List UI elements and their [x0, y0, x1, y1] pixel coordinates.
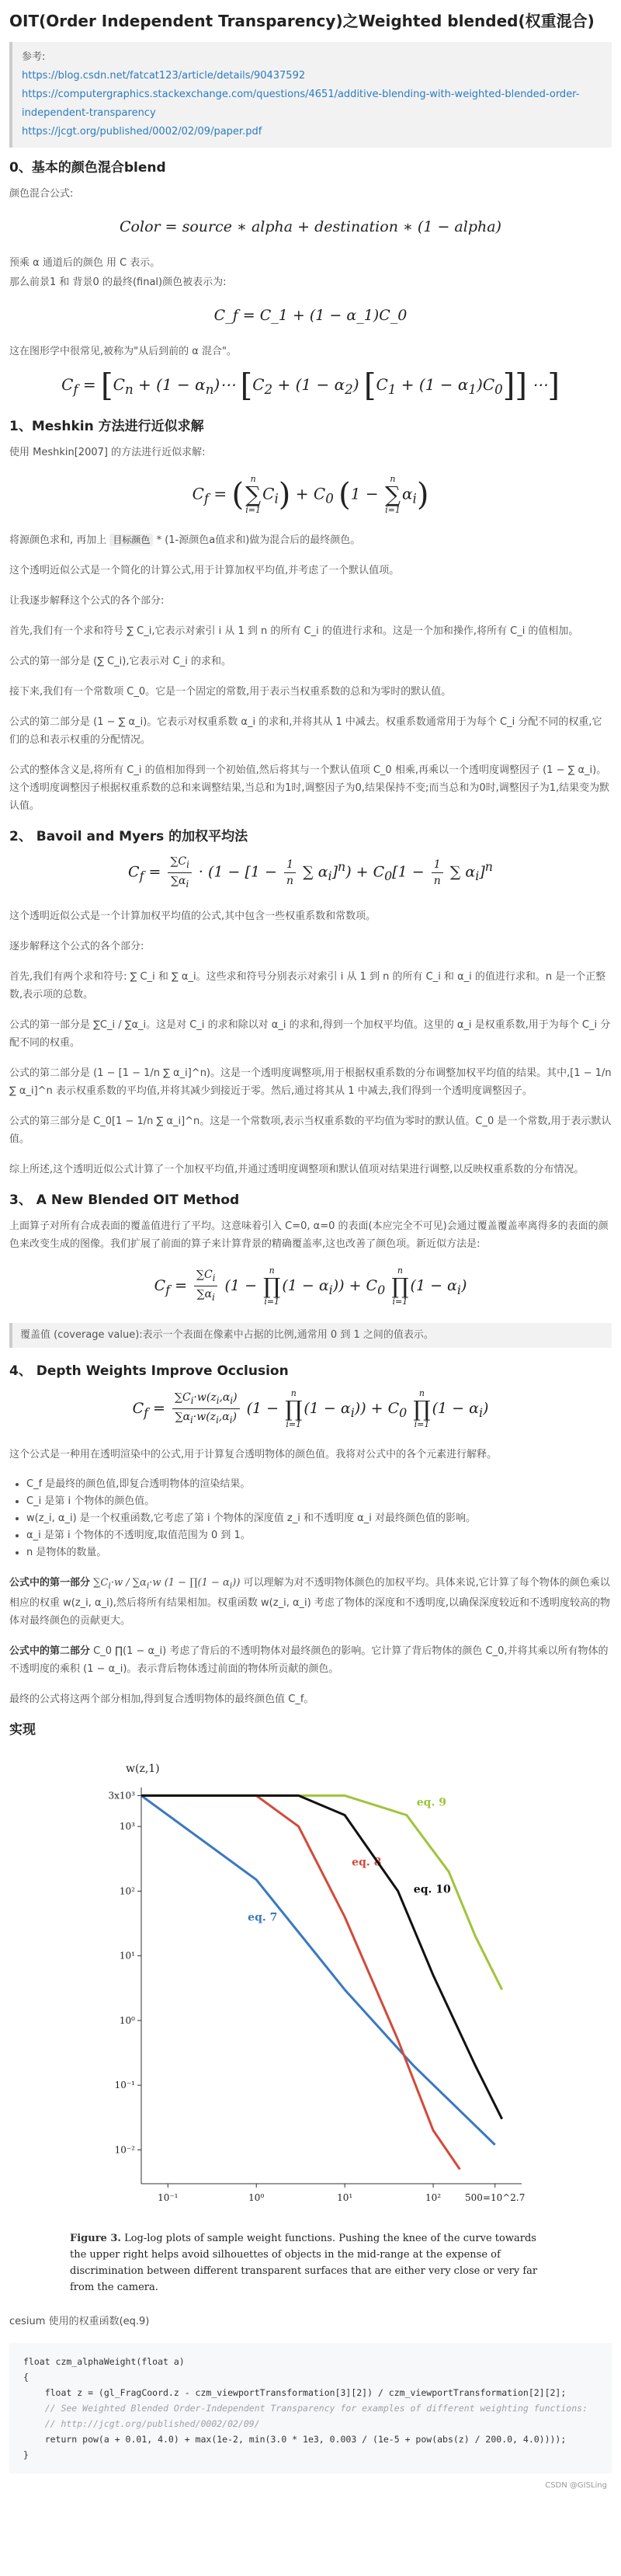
paragraph: 公式的第二部分是 (1 − [1 − 1/n ∑ α_i]^n)。这是一个透明度调整项,用于根据权重系数的分布调整加权平均值的结果。其中,[1 − 1/n ∑ α_i]^n 表示权重系数的平均值,并将其减少到接近于零。然后,通过将其从 1 中减去,我们得到一个透明度调整因子。: [9, 1067, 612, 1097]
section-heading: 1、Meshkin 方法进行近似求解: [9, 419, 204, 434]
formula-meshkin: $C_f$ = ( n ∑ i=1 $C_i) + C_0$ (1 − n ∑ i=1 $\alpha_i$): [192, 474, 429, 515]
paragraph: 那么前景1 和 背景0 的最终(final)颜色被表示为:: [9, 277, 227, 288]
code-line: float z = (gl_FragCoord.z - czm_viewportTransformation[3][2]) / czm_viewportTransformation[2][2];: [23, 2387, 567, 2399]
formula: C_f = C_1 + (1 − α_1)C_0: [213, 307, 408, 324]
y-tick-label: 10⁻¹: [114, 2080, 135, 2091]
chart-svg: [9, 1749, 612, 2223]
page-title: OIT(Order Independent Transparency)之Weighted blended(权重混合): [9, 12, 595, 30]
series-line: [141, 1796, 495, 2146]
paragraph: 公式中的第二部分 C_0 ∏(1 − α_i) 考虑了背后的不透明物体对最终颜色的影响。它计算了背后物体的颜色 C_0,并将其乘以所有物体的不透明度的乘积 (1 − α_i)。表示背后物体透过前面的物体所贡献的颜色。: [9, 1645, 609, 1676]
code-line: return pow(a + 0.01, 4.0) + max(1e-2, min(3.0 * 1e3, 0.003 / (1e-5 + pow(abs(z) / 200.0, 4.0))));: [23, 2434, 567, 2445]
reference-label: 参考:: [22, 51, 46, 63]
quote: 覆盖值 (coverage value):表示一个表面在像素中占据的比例,通常用 0 到 1 之间的值表示。: [9, 1323, 612, 1348]
paragraph: 让我逐步解释这个公式的各个部分:: [9, 595, 165, 607]
weight-function-chart: [9, 1749, 612, 2223]
reference-link[interactable]: https://blog.csdn.net/fatcat123/article/details/90437592: [22, 70, 306, 82]
series-label: eq. 10: [413, 1883, 451, 1896]
formula-depth-weights: $C_f$ = $\frac{\sum C_i\cdot w(z_i,\alpha_i)}{\sum\alpha_i\cdot w(z_i,\alpha_i)}$ (1 − n ∏ i=1 $(1 - \alpha_i)) + C_0$ n ∏ i=1 $(1 - \alpha_i)$: [132, 1387, 489, 1429]
reference-link[interactable]: https://jcgt.org/published/0002/02/09/paper.pdf: [22, 126, 262, 138]
code-line: // See Weighted Blended Order-Independent Transparency for examples of different weighting functions:: [23, 2403, 588, 2414]
x-tick-label: 10¹: [337, 2192, 353, 2204]
figure-caption: Figure 3. Log-log plots of sample weight functions. Pushing the knee of the curve towards the upper right helps avoid silhouettes of objects in the mid-range at the expense of discrimination between different transparent surfaces that are either very close or very far from the camera.: [70, 2233, 538, 2294]
x-tick-label: 10⁻¹: [158, 2192, 179, 2204]
paragraph: 这个公式是一种用在透明渲染中的公式,用于计算复合透明物体的颜色值。我将对公式中的各个元素进行解释。: [9, 1448, 498, 1460]
paragraph: 公式的第一部分是 ∑C_i / ∑α_i。这是对 C_i 的求和除以对 α_i 的求和,得到一个加权平均值。这里的 α_i 是权重系数,用于为每个 C_i 分配不同的权重。: [9, 1018, 611, 1049]
code-chip: 目标颜色: [109, 534, 153, 546]
footer-watermark: CSDN @GISLing: [545, 2481, 607, 2491]
x-tick-label: 10²: [425, 2192, 442, 2204]
y-tick-label: 10¹: [119, 1950, 135, 1962]
formula-new-oit: $C_f$ = $\frac{\sum C_i}{\sum\alpha_i}$ (1 − n ∏ i=1 $(1 - \alpha_i)) + C_0$ n ∏ i=1 $(1 - \alpha_i)$: [154, 1265, 467, 1307]
code-line: }: [23, 2449, 29, 2461]
paragraph: 公式的第二部分是 (1 − ∑ α_i)。它表示对权重系数 α_i 的求和,并将其从 1 中减去。权重系数通常用于为每个 C_i 分配不同的权重,它们的总和表示权重的分配情况。: [9, 716, 602, 746]
y-tick-label: 10⁻²: [114, 2144, 135, 2156]
paragraph: 首先,我们有一个求和符号 ∑ C_i,它表示对索引 i 从 1 到 n 的所有 C_i 的值进行求和。这是一个加和操作,将所有 C_i 的值相加。: [9, 625, 579, 637]
paragraph: 综上所述,这个透明近似公式计算了一个加权平均值,并通过透明度调整项和默认值项对结果进行调整,以反映权重系数的分布情况。: [9, 1163, 585, 1175]
list-item: • α_i 是第 i 个物体的不透明度,取值范围为 0 到 1。: [26, 1527, 612, 1544]
paragraph: 颜色混合公式:: [9, 188, 74, 200]
section-heading: 4、 Depth Weights Improve Occlusion: [9, 1363, 289, 1379]
section-heading: 2、 Bavoil and Myers 的加权平均法: [9, 829, 248, 844]
paragraph: 这个透明近似公式是一个简化的计算公式,用于计算加权平均值,并考虑了一个默认值项。: [9, 565, 400, 576]
y-tick-label: 3x10³: [108, 1790, 135, 1801]
formula-nested: $C_f = [C_n + (1$ − $\alpha_n)\cdots$ $[C_2 + (1 - \alpha_2) [C_1 + (1 - \alpha_1)C_0]]$ ⋯]: [61, 367, 560, 404]
list-item: • C_i 是第 i 个物体的颜色值。: [26, 1493, 612, 1510]
series-label: eq. 9: [416, 1796, 446, 1809]
paragraph: 逐步解释这个公式的各个部分:: [9, 940, 144, 952]
list-item: • n 是物体的数量。: [26, 1544, 612, 1561]
paragraph: 这在图形学中很常见,被称为"从后到前的 α 混合"。: [9, 346, 237, 357]
paragraph: 最终的公式将这两个部分相加,得到复合透明物体的最终颜色值 C_f。: [9, 1694, 314, 1706]
paragraph: 公式中的第一部分 $\sum C_i\cdot w / \sum\alpha_i\cdot w$ (1 − ∏(1 − $\alpha_i$)) 可以理解为对不透明物体颜色的加权平均。具体来说,它计算了每个物体的颜色乘以相应的权重 w(z_i, α_i),然后将所有结果相加。权重函数 w(z_i, α_i) 考虑了物体的深度和不透明度,以确保深度较近和不透明度较高的物体对最终颜色的贡献更大。: [9, 1576, 610, 1627]
bullet-list: [9, 1476, 612, 1561]
code-line: float czm_alphaWeight(float a): [23, 2356, 185, 2368]
series-label: eq. 7: [248, 1911, 278, 1924]
paragraph: 公式的第一部分是 (∑ C_i),它表示对 C_i 的求和。: [9, 656, 231, 667]
paragraph: 首先,我们有两个求和符号: ∑ C_i 和 ∑ α_i。这些求和符号分别表示对索引 i 从 1 到 n 的所有 C_i 和 α_i 的值进行求和。n 是一个正整数,表示项的总数。: [9, 970, 606, 1001]
series-line: [141, 1796, 502, 2119]
reference-box: [9, 42, 612, 148]
y-tick-label: 10³: [119, 1821, 135, 1833]
list-item: • C_f 是最终的颜色值,即复合透明物体的渲染结果。: [26, 1476, 612, 1493]
paragraph: 使用 Meshkin[2007] 的方法进行近似求解:: [9, 447, 206, 458]
paragraph: 公式的整体含义是,将所有 C_i 的值相加得到一个初始值,然后将其与一个默认值项 C_0 相乘,再乘以一个透明度调整因子 (1 − ∑ α_i)。这个透明度调整因子根据权重系数的总和来调整结果,当总和为1时,调整因子为0,结果保持不变;而当总和为0时,调整因子为1,结果变为默认值。: [9, 764, 610, 812]
code-line: // http://jcgt.org/published/0002/02/09/: [23, 2418, 260, 2430]
code-block: [9, 2343, 612, 2473]
paragraph: 这个透明近似公式是一个计算加权平均值的公式,其中包含一些权重系数和常数项。: [9, 910, 376, 922]
chart-title: w(z,1): [126, 1763, 160, 1776]
paragraph: 接下来,我们有一个常数项 C_0。它是一个固定的常数,用于表示当权重系数的总和为零时的默认值。: [9, 686, 452, 698]
x-tick-label: 500=10^2.7: [465, 2192, 526, 2204]
series-line: [141, 1796, 460, 2170]
section-heading: 实现: [9, 1722, 36, 1739]
paragraph: 上面算子对所有合成表面的覆盖值进行了平均。这意味着引入 C=0, α=0 的表面(本应完全不可见)会通过覆盖覆盖率离得多的表面的颜色来改变生成的图像。我们扩展了前面的算子来计算背景的精确覆盖率,这也改善了颜色项。新近似方法是:: [9, 1220, 609, 1250]
x-tick-label: 10⁰: [248, 2192, 265, 2204]
section-heading: 3、 A New Blended OIT Method: [9, 1192, 240, 1208]
formula: Color = source ∗ alpha + destination ∗ (1 − alpha): [120, 218, 501, 235]
section-heading: 0、基本的颜色混合blend: [9, 160, 166, 176]
code-line: {: [23, 2372, 29, 2383]
formula-bavoil: $C_f$ = $\frac{\sum C_i}{\sum\alpha_i}$ · (1 − [1 − $\frac{1}{n}$ ∑ $\alpha_i]^n) + C_0[1$ − $\frac{1}{n}$ ∑ $\alpha_i]^n$: [128, 855, 493, 889]
paragraph: 将源颜色求和, 再加上 目标颜色 * (1-源颜色a值求和)做为混合后的最终颜色。: [9, 534, 361, 546]
reference-link[interactable]: https://computergraphics.stackexchange.com/questions/4651/additive-blending-with-weighted-blended-order-independent-transparency: [22, 89, 580, 119]
paragraph: cesium 使用的权重函数(eq.9): [9, 2316, 150, 2328]
series-label: eq. 8: [352, 1856, 382, 1869]
paragraph: 预乘 α 通道后的颜色 用 C 表示。: [9, 257, 161, 269]
y-tick-label: 10²: [119, 1885, 135, 1897]
list-item: • w(z_i, α_i) 是一个权重函数,它考虑了第 i 个物体的深度值 z_i 和不透明度 α_i 对最终颜色值的影响。: [26, 1510, 612, 1527]
y-tick-label: 10⁰: [119, 2015, 135, 2027]
paragraph: 公式的第三部分是 C_0[1 − 1/n ∑ α_i]^n。这是一个常数项,表示当权重系数的平均值为零时的默认值。C_0 是一个常数,用于表示默认值。: [9, 1115, 612, 1145]
